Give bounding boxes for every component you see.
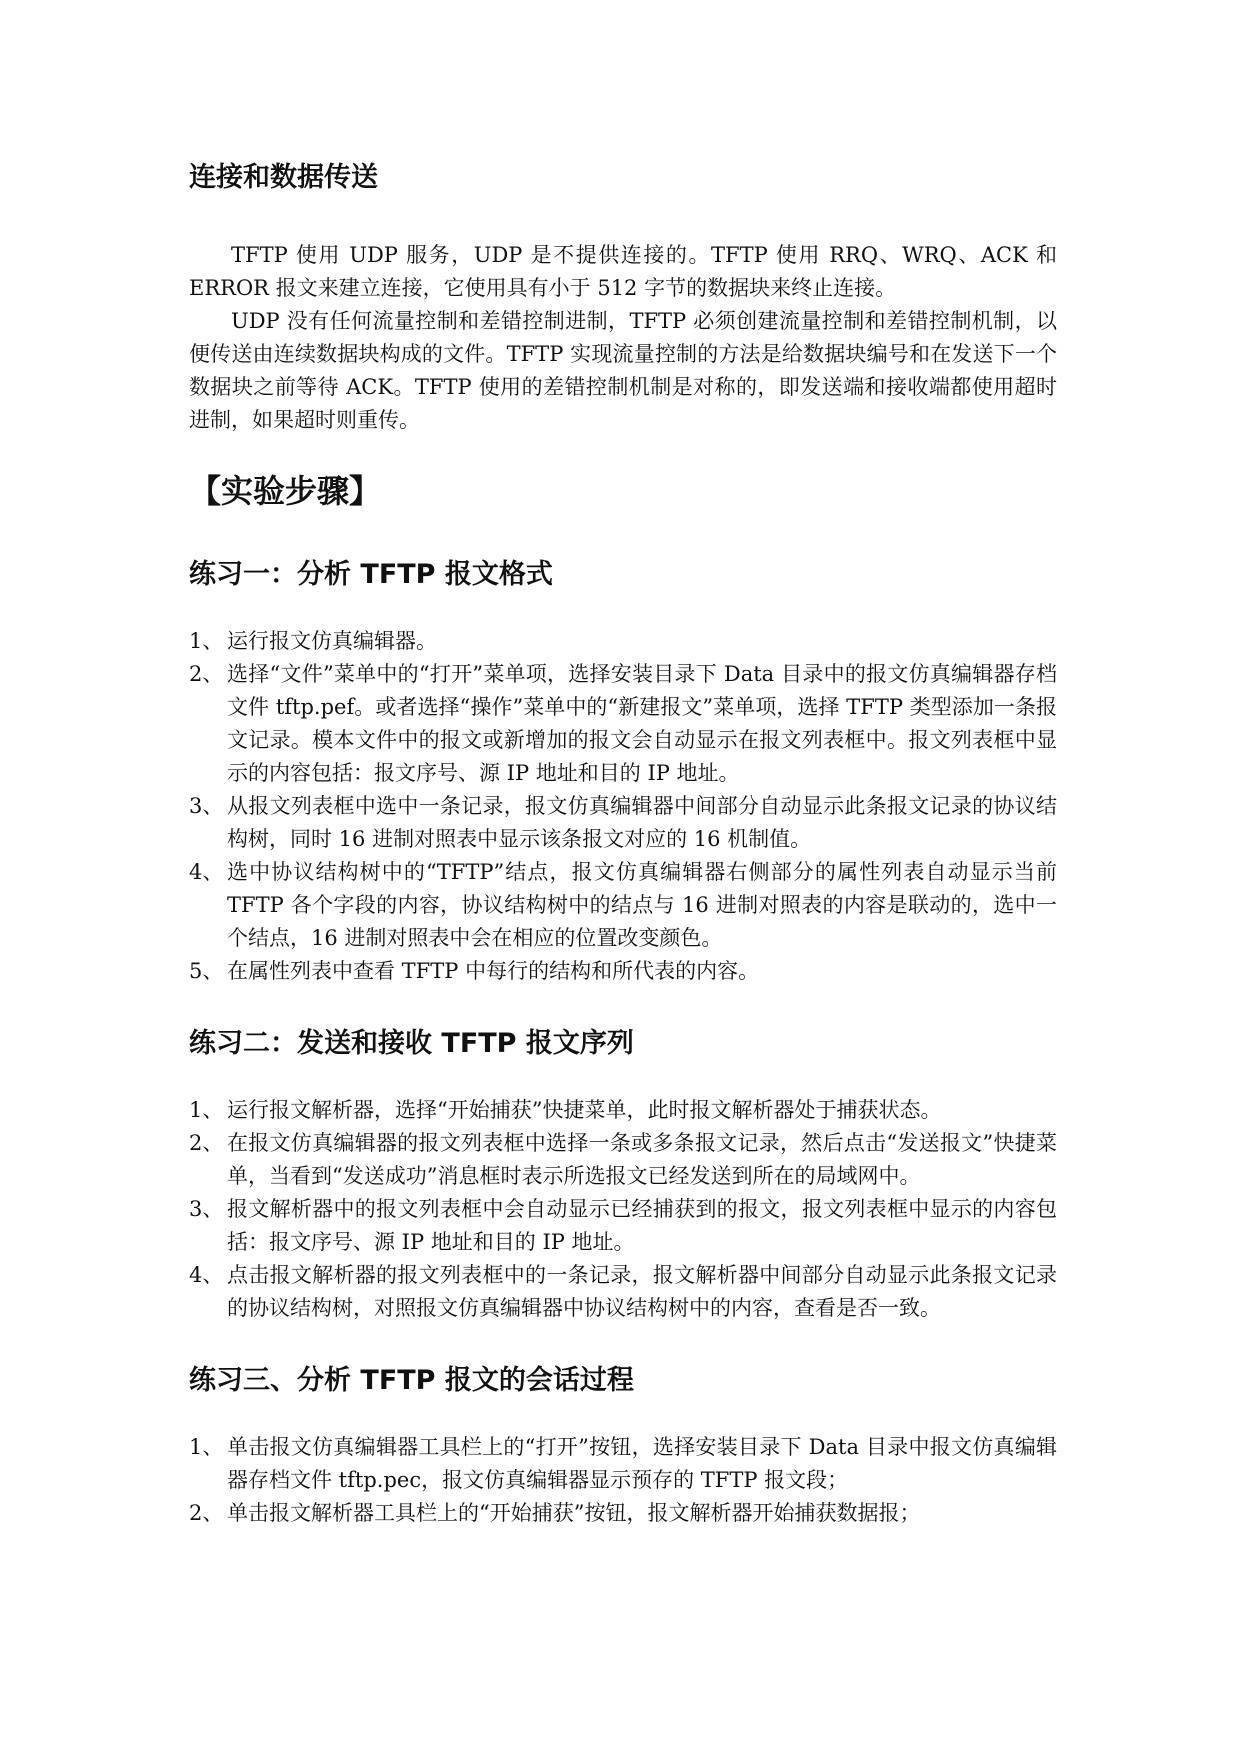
list-number: 4、 bbox=[189, 1263, 224, 1287]
list-text: 单击报文仿真编辑器工具栏上的“打开”按钮，选择安装目录下 Data 目录中报文仿真编辑器存档文件 tftp.pec，报文仿真编辑器显示预存的 TFTP 报文段； bbox=[227, 1435, 1057, 1492]
list-text: 选中协议结构树中的“TFTP”结点，报文仿真编辑器右侧部分的属性列表自动显示当前 TFTP 各个字段的内容，协议结构树中的结点与 16 进制对照表的内容是联动的，选中一个结点，16 进制对照表中会在相应的位置改变颜色。 bbox=[227, 860, 1057, 950]
list-item bbox=[189, 1431, 1057, 1497]
exercise3-list bbox=[189, 1431, 1057, 1530]
list-item bbox=[189, 1497, 1057, 1530]
list-number: 2、 bbox=[189, 662, 224, 686]
list-number: 5、 bbox=[189, 959, 224, 983]
exercise1-list bbox=[189, 625, 1057, 988]
list-text: 在属性列表中查看 TFTP 中每行的结构和所代表的内容。 bbox=[227, 959, 760, 983]
connection-paragraph-2: UDP 没有任何流量控制和差错控制进制，TFTP 必须创建流量控制和差错控制机制，以便传送由连续数据块构成的文件。TFTP 实现流量控制的方法是给数据块编号和在发送下一个数据块之前等待 ACK。TFTP 使用的差错控制机制是对称的，即发送端和接收端都使用超时进制，如果超时则重传。 bbox=[189, 309, 1057, 432]
list-item bbox=[189, 658, 1057, 790]
list-item bbox=[189, 790, 1057, 856]
list-number: 4、 bbox=[189, 860, 224, 884]
list-item bbox=[189, 1193, 1057, 1259]
list-item bbox=[189, 1127, 1057, 1193]
exercise3-heading: 练习三、分析 TFTP 报文的会话过程 bbox=[189, 1365, 634, 1396]
list-number: 2、 bbox=[189, 1131, 224, 1155]
list-number: 1、 bbox=[189, 629, 224, 653]
exercise1-heading: 练习一：分析 TFTP 报文格式 bbox=[189, 559, 553, 590]
list-number: 1、 bbox=[189, 1098, 224, 1122]
list-text: 在报文仿真编辑器的报文列表框中选择一条或多条报文记录，然后点击“发送报文”快捷菜单，当看到“发送成功”消息框时表示所选报文已经发送到所在的局域网中。 bbox=[227, 1131, 1057, 1188]
list-text: 单击报文解析器工具栏上的“开始捕获”按钮，报文解析器开始捕获数据报； bbox=[227, 1501, 921, 1525]
list-text: 报文解析器中的报文列表框中会自动显示已经捕获到的报文，报文列表框中显示的内容包括：报文序号、源 IP 地址和目的 IP 地址。 bbox=[227, 1197, 1057, 1254]
list-text: 点击报文解析器的报文列表框中的一条记录，报文解析器中间部分自动显示此条报文记录的协议结构树，对照报文仿真编辑器中协议结构树中的内容，查看是否一致。 bbox=[227, 1263, 1057, 1320]
list-text: 从报文列表框中选中一条记录，报文仿真编辑器中间部分自动显示此条报文记录的协议结构树，同时 16 进制对照表中显示该条报文对应的 16 机制值。 bbox=[227, 794, 1057, 851]
list-number: 3、 bbox=[189, 1197, 224, 1221]
connection-paragraph-1: TFTP 使用 UDP 服务，UDP 是不提供连接的。TFTP 使用 RRQ、WRQ、ACK 和 ERROR 报文来建立连接，它使用具有小于 512 字节的数据块来终止连接。 bbox=[189, 243, 1057, 300]
list-item bbox=[189, 955, 1057, 988]
list-item bbox=[189, 625, 1057, 658]
list-number: 2、 bbox=[189, 1501, 224, 1525]
exercise2-list bbox=[189, 1094, 1057, 1325]
experiment-steps-heading: 【实验步骤】 bbox=[189, 472, 382, 510]
connection-heading: 连接和数据传送 bbox=[189, 162, 378, 193]
list-text: 运行报文仿真编辑器。 bbox=[227, 629, 437, 653]
list-item bbox=[189, 1094, 1057, 1127]
exercise2-heading: 练习二：发送和接收 TFTP 报文序列 bbox=[189, 1028, 634, 1059]
list-number: 1、 bbox=[189, 1435, 224, 1459]
list-text: 选择“文件”菜单中的“打开”菜单项，选择安装目录下 Data 目录中的报文仿真编辑器存档文件 tftp.pef。或者选择“操作”菜单中的“新建报文”菜单项，选择 TFTP 类型添加一条报文记录。模本文件中的报文或新增加的报文会自动显示在报文列表框中。报文列表框中显示的内容包括：报文序号、源 IP 地址和目的 IP 地址。 bbox=[227, 662, 1057, 785]
list-number: 3、 bbox=[189, 794, 224, 818]
list-text: 运行报文解析器，选择“开始捕获”快捷菜单，此时报文解析器处于捕获状态。 bbox=[227, 1098, 942, 1122]
list-item bbox=[189, 1259, 1057, 1325]
document-content bbox=[189, 158, 1057, 1530]
list-item bbox=[189, 856, 1057, 955]
